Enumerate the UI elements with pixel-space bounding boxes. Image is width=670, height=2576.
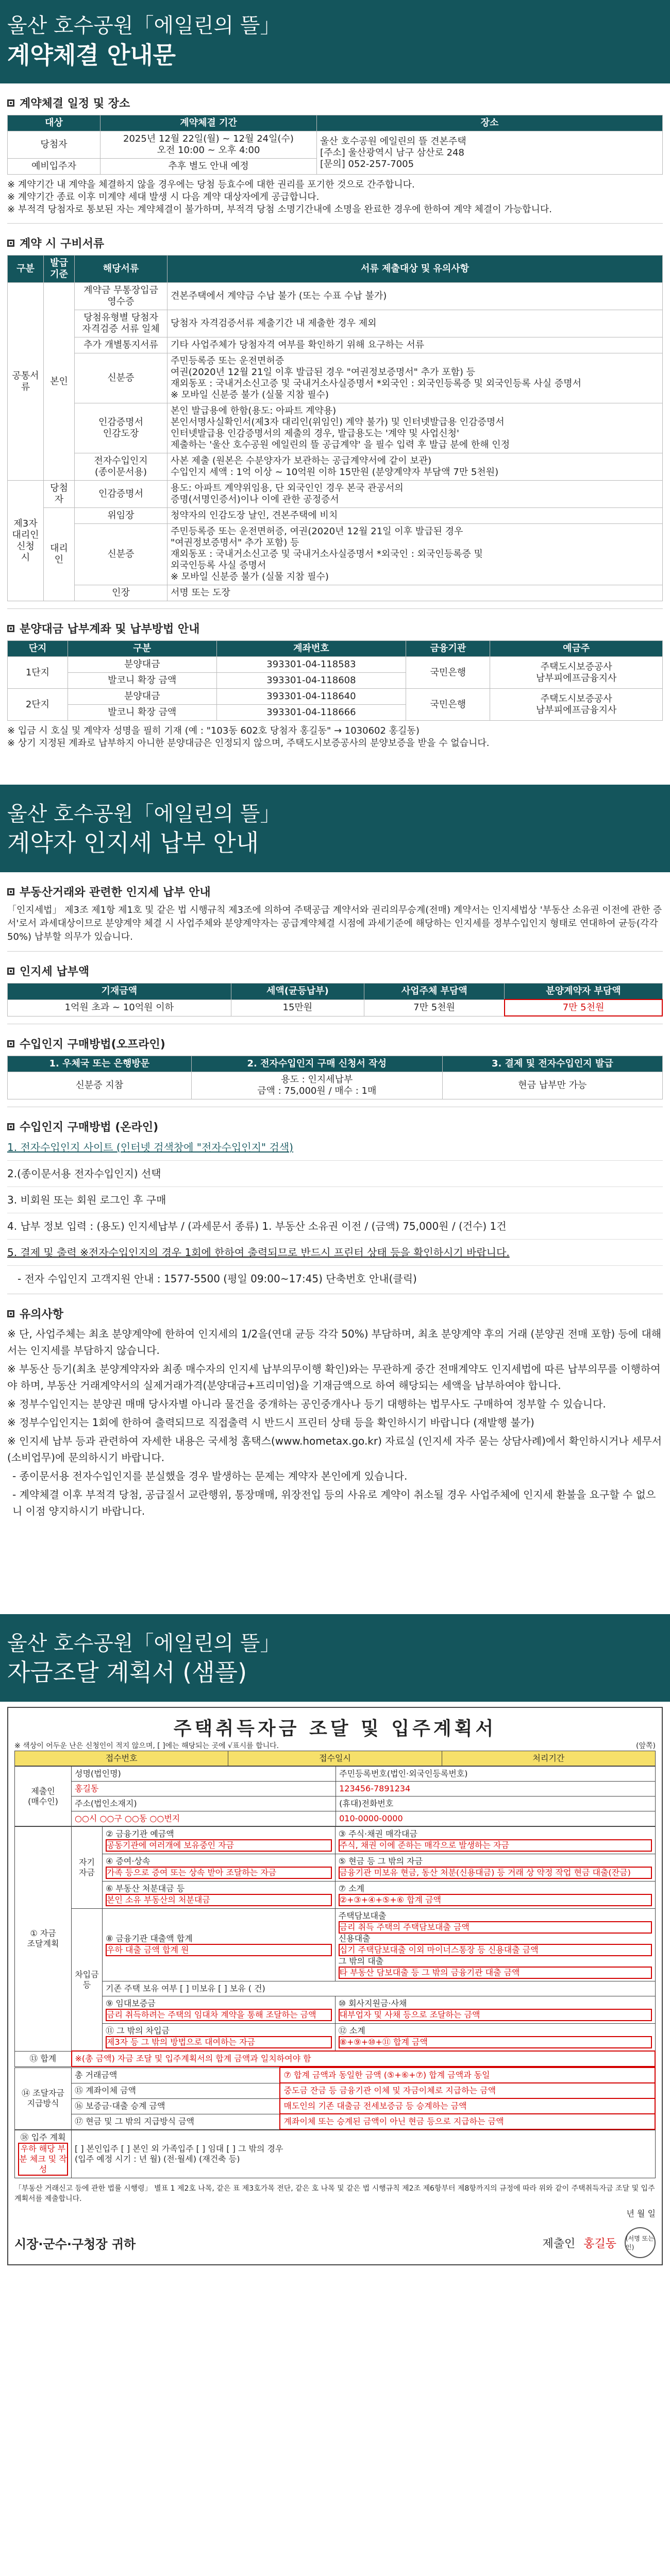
section-heading: 계약체결 일정 및 장소 (7, 95, 663, 111)
seal-icon: (서명 또는 인) (625, 2227, 656, 2258)
section-heading: 계약 시 구비서류 (7, 235, 663, 251)
fund-plan-form: 주택취득자금 조달 및 입주계획서 ※ 색상이 어두운 난은 신청인이 적지 않으며, [ ]에는 해당되는 곳에 √표시를 합니다. (앞쪽) 접수번호 접수일시 처리기간 제출인 (매수인) 성명(법인명) 주민등록번호(법인·외국인등록번호) 홍길동 123456-7891234 주소(법인소재지) (휴대)전화번호 ○○시 ○○구 ○○동 ○○번지 010-0000-0000 ① 자금 조달계획 자기 자금 ② 금융기관 예금액 공동기관에 여러개에 보유중인 자금 ③ 주식·채권 매각대금 주식, 채권 이에 준하는 매각으로 발생하는 자금 ④ 증여·상속 가족 등으로 증여 또는 상속 받아 조달하는 자금 ⑤ 현금 등 그 밖의 자금 금융기관 미보유 현금, 동산 처분(신용대금) 등 거래 상 약정 작업 현금 대출(잔금) ⑥ 부동산 처분대금 등 본인 소유 부동산의 처분대금 ⑦ 소계 ②+③+④+⑤+⑥ 합계 금액 차입금 등 ⑧ 금융기관 대출액 합계 우하 대출 금액 합계 원 주택담보대출 금리 취득 주택의 주택담보대출 금액 신용대출 십기 주택담보대출 이외 마이너스통장 등 신용대출 금액 그 밖의 대출 타 부동산 담보대출 등 그 밖의 금융기관 대출 금액 기존 주택 보유 여부 [ ] 미보유 [ ] 보유 ( 건) ⑨ 임대보증금 금리 취득하려는 주택의 임대차 계약을 통해 조달하는 금액 ⑩ 회사지원금·사채 대부업자 및 사채 등으로 조달하는 금액 ⑪ 그 밖의 차입금 제3자 등 그 밖의 방법으로 대여하는 자금 ⑫ 소계 ⑧+⑨+⑩+⑪ 합계 금액 ⑬ 합계 ※(총 금액) 자금 조달 및 입주계획서의 합계 금액과 일치하여야 함 ⑭ 조달자금 지급방식 총 거래금액 ⑦ 합계 금액과 동일한 금액 (⑤+⑥+⑦) 합계 금액과 동일 ⑮ 계좌이체 금액 중도금 잔금 등 금융기관 이체 및 자금이체로 지급하는 금액 ⑯ 보증금·대출 승계 금액 매도인의 기존 대출금 전세보증금 등 승계하는 금액 ⑰ 현금 및 그 밖의 지급방식 금액 계좌이체 또는 승계된 금액이 아닌 현금 등으로 지급하는 금액 ⑱ 입주 계획 우하 해당 부분 체크 및 작성 [ ] 본인입주 [ ] 본인 외 가족입주 [ ] 임대 [ ] 그 밖의 경우 (입주 예정 시기 : 년 월) (전·월세) (재건축 등) 「부동산 거래신고 등에 관한 법률 시행령」 별표 1 제2호 나목, 같은 표 제3호가목 전단, 같은 호 나목 및 같은 법 시행규칙 제2조 제6항부터 제8항까지의 규정에 따라 위와 같이 주택취득자금 조달 및 입주계획서를 제출합니다. 년 월 일 시장·군수·구청장 귀하 제출인 홍길동 (서명 또는 인) (7, 1707, 663, 2265)
banner-sub: 울산 호수공원「에일린의 뜰」 (7, 14, 281, 38)
schedule-table: 대상 계약체결 기간 장소 당첨자 2025년 12월 22일(월) ~ 12월 24일(수) 오전 10:00 ~ 오후 4:00 울산 호수공원 에일린의 뜰 견본주택 [주소] 울산광역시 남구 삼산로 248 [문의] 052-257-7005 예비입주자 추후 별도 안내 예정 (7, 115, 663, 175)
account-table: 단지 구분 계좌번호 금융기관 예금주 1단지 분양대금 393301-04-118583 국민은행 주택도시보증공사 남부피에프금융지사 발코니 확장 금액 393301-04-118608 2단지 분양대금 393301-04-118640 국민은행 주택도시보증공사 남부피에프금융지사 발코니 확장 금액 393301-04-118666 (7, 640, 663, 721)
bullet-icon (7, 240, 14, 247)
bullet-icon (7, 625, 14, 632)
notes: ※ 계약기간 내 계약을 체결하지 않을 경우에는 당첨 등효수에 대한 권리를 포기한 것으로 간주합니다. ※ 계약기간 종료 이후 미계약 세대 발생 시 다음 계약 대상자에게 공급합니다. ※ 부적격 당첨자로 통보된 자는 계약체결이 불가하며, 부적격 당첨 소명기간내에 소명을 완료한 경우에 한하여 계약 체결이 가능합니다. (7, 179, 552, 215)
offline-purchase-table: 1. 우체국 또는 은행방문 2. 전자수입인지 구매 신청서 작성 3. 결제 및 전자수입인지 발급 신분증 지참 용도 : 인지세납부 금액 : 75,000원 / 매수 : 1매 현금 납부만 가능 (7, 1056, 663, 1099)
section-heading: 분양대금 납부계좌 및 납부방법 안내 (7, 620, 663, 636)
banner-title: 계약체결 안내문 (7, 41, 176, 69)
banner-fund-plan: 울산 호수공원「에일린의 뜰」 자금조달 계획서 (샘플) (0, 1614, 670, 1702)
banner-stamp-tax: 울산 호수공원「에일린의 뜰」 계약자 인지세 납부 안내 (0, 785, 670, 872)
bullet-icon (7, 99, 14, 107)
caution-list: ※ 단, 사업주체는 최초 분양계약에 한하여 인지세의 1/2을(연대 균등 각각 50%) 부담하며, 최초 분양계약 후의 거래 (분양권 전매 포함) 등에 대해서는 인지세를 부담하지 않습니다. ※ 부동산 등기(최초 분양계약자와 최종 매수자의 인지세 납부의무이행 확인)와는 무관하게 중간 전매계약도 인지세법에 따른 납부의무를 이행하여야 하며, 부동산 거래계약서의 실제거래가격(분양대금+프리미엄)을 기재금액으로 하여 해당되는 세액을 납부하여야 합니다. ※ 정부수입인지는 분양권 매매 당사자별 아니라 물건을 중개하는 공인중개사나 등기 대행하는 법무사도 구매하여 정부할 수 있습니다. ※ 정부수입인지는 1회에 한하여 출력되므로 직접출력 시 반드시 프린터 상태 등을 확인하시기 바랍니다 (재발행 불가) ※ 인지세 납부 등과 관련하여 자세한 내용은 국세청 홈택스(www.hometax.go.kr) 자료실 (인지세 자주 묻는 상담사례)에서 확인하시거나 세무서(소비업무)에 문의하시기 바랍니다. - 종이문서용 전자수입인지를 분실했을 경우 발생하는 문제는 계약자 본인에게 있습니다. - 계약체결 이후 부적격 당첨, 공급질서 교란행위, 통장매매, 위장전입 등의 사유로 계약이 취소될 경우 사업주체에 인지세 환불을 요구할 수 없으니 이점 양지하시기 바랍니다. (7, 1328, 662, 1517)
documents-table: 구분 발급기준 해당서류 서류 제출대상 및 유의사항 공통서류 본인 계약금 무통장입금 영수증 견본주택에서 계약금 수납 불가 (또는 수표 수납 불가) 당첨유형별 당첨자 자격검증 서류 일체 당첨자 자격검증서류 제출기간 내 제출한 경우 제외 추가 개별통지서류 기타 사업주체가 당첨자격 여부를 확인하기 위해 요구하는 서류 신분증 주민등록증 또는 운전면허증 여권(2020년 12월 21일 이후 발급된 경우 "여권정보증명서" 추가 포함) 등 재외동포 : 국내거소신고증 및 국내거소사실증명서 *외국인 : 외국인등록증 및 외국인등록 사실 증명서 ※ 모바일 신분증 불가 (실물 지참 필수) 인감증명서 인감도장 본인 발급용에 한함(용도: 아파트 계약용) 본인서명사실확인서(제3자 대리인(위임인) 계약 불가) 및 인터넷발급용 인감증명서 인터넷발급용 인감증명서의 제출의 경우, 발급용도는 '계약 및 사업신청' 제출하는 '울산 호수공원 에일린의 뜰 공급계약' 을 필수 입력 후 발급 분에 한해 인정 전자수입인지 (종이문서용) 사본 제출 (원본은 수분양자가 보관하는 공급계약서에 같이 보관) 수입인지 세액 : 1억 이상 ~ 10억원 이하 15만원 (분양계약자 부담액 7만 5천원) 제3자 대리인 신청 시 당첨자 인감증명서 용도: 아파트 계약위임용, 단 외국인인 경우 본국 관공서의 증명(서명인증서)이나 이에 관한 공정증서 대리인 위임장 청약자의 인감도장 날인, 견본주택에 비치 신분증 주민등록증 또는 운전면허증, 여권(2020년 12월 21일 이후 발급된 경우 "여권정보증명서" 추가 포함) 등 재외동포 : 국내거소신고증 및 국내거소사실증명서 *외국인 : 외국인등록증 및 외국인등록 사실 증명서 ※ 모바일 신분증 불가 (실물 지참 필수) 인장 서명 또는 도장 (7, 255, 663, 601)
banner-contract (0, 0, 670, 83)
step-1[interactable]: 1. 전자수입인지 사이트 (인터넷 검색창에 "전자수입인지" 검색) (7, 1141, 293, 1154)
stamp-tax-table: 기재금액 세액(균등납부) 사업주체 부담액 분양계약자 부담액 1억원 초과 ~ 10억원 이하 15만원 7만 5천원 7만 5천원 (7, 983, 663, 1016)
